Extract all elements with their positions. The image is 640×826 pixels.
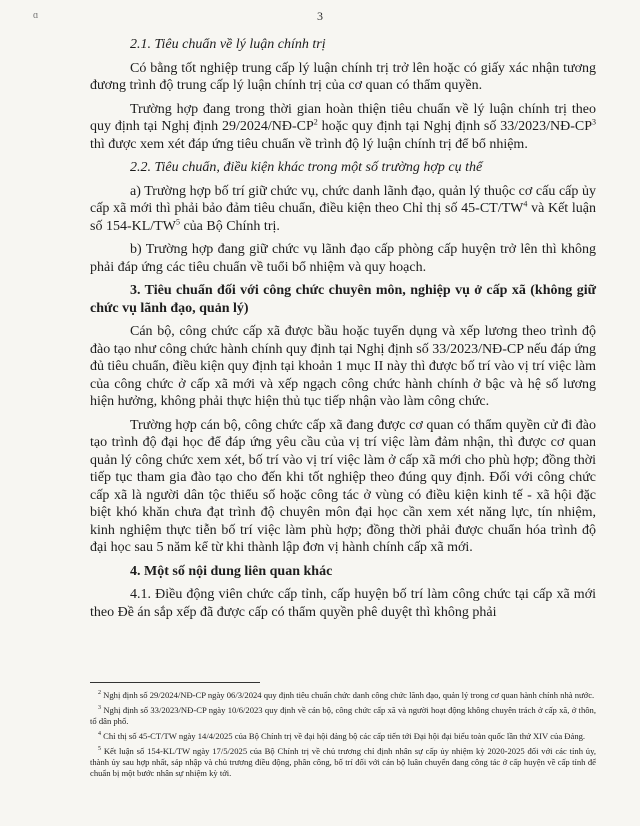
footnote-divider xyxy=(90,682,260,683)
footnote-ref-5[interactable]: 5 xyxy=(175,216,180,226)
footnote-text: Nghị định số 33/2023/NĐ-CP ngày 10/6/2023 quy định về cán bộ, công chức cấp xã và người hoạt động không chuyên trách ở cấp xã, ở thôn, tổ dân phố. xyxy=(90,705,596,726)
section-3-paragraph-1: Cán bộ, công chức cấp xã được bầu hoặc tuyển dụng và xếp lương theo trình độ đào tạo như công chức hành chính quy định tại Nghị định số 33/2023/NĐ-CP nếu đáp ứng đủ tiêu chuẩn, điều kiện quy định tại khoản 1 mục II này thì được bố trí vào vị trí việc làm của công chức ở cấp xã mới và xếp ngạch công chức hành chính ở bậc và hệ số lương hiện hưởng, không phải thực hiện thủ tục tiếp nhận vào làm công chức. xyxy=(90,324,596,409)
footnote-text: Kết luận số 154-KL/TW ngày 17/5/2025 của Bộ Chính trị về chủ trương chỉ định nhân sự cấp ủy nhiệm kỳ 2020-2025 đối với các tỉnh ủy, thành ủy sau hợp nhất, sáp nhập và chủ trương điều động, phân công, bố trí đối với cán bộ luân chuyển đang công tác ở cấp huyện về cấp tỉnh để chuẩn bị một bước nhân sự nhiệm kỳ tới. xyxy=(90,746,596,778)
footnote-text: Nghị định số 29/2024/NĐ-CP ngày 06/3/2024 quy định tiêu chuẩn chức danh công chức lãnh đạo, quản lý trong cơ quan hành chính nhà nước. xyxy=(101,690,595,700)
footnote-ref-3[interactable]: 3 xyxy=(592,117,597,127)
text-run: hoặc quy định tại Nghị định số 33/2023/NĐ-CP xyxy=(317,119,593,134)
footnote-3 xyxy=(90,705,596,727)
section-2-2-heading: 2.2. Tiêu chuẩn, điều kiện khác trong một số trường hợp cụ thể xyxy=(130,160,483,175)
footnote-2 xyxy=(90,690,596,701)
footnote-number: 2 xyxy=(98,690,101,697)
footnotes xyxy=(90,690,596,783)
text-run: của Bộ Chính trị. xyxy=(179,218,280,234)
footnote-5 xyxy=(90,746,596,779)
corner-mark: ɑ xyxy=(33,10,39,21)
footnote-number: 4 xyxy=(98,731,101,738)
text-run: a) Trường hợp bố trí giữ chức vụ, chức danh lãnh đạo, quản lý thuộc cơ cấu cấp ủy cấp xã mới thì phải bảo đảm tiêu chuẩn, điều kiện theo Chỉ thị số 45-CT/TW xyxy=(90,183,596,216)
text-run: thì được xem xét đáp ứng tiêu chuẩn về trình độ lý luận chính trị để bổ nhiệm. xyxy=(90,136,528,152)
footnote-4 xyxy=(90,731,596,742)
section-4-heading: 4. Một số nội dung liên quan khác xyxy=(130,563,333,579)
footnote-text: Chỉ thị số 45-CT/TW ngày 14/4/2025 của Bộ Chính trị về đại hội đảng bộ các cấp tiến tới Đại hội đại biểu toàn quốc lần thứ XIV của Đảng. xyxy=(101,731,586,741)
section-2-2-item-a xyxy=(90,183,596,236)
text-run: Trường hợp đang trong thời gian hoàn thiện tiêu chuẩn về lý luận chính trị theo quy định tại Nghị định 29/2024/NĐ-CP xyxy=(90,101,596,134)
body-content xyxy=(90,36,596,627)
page-number: 3 xyxy=(317,9,323,23)
footnote-ref-4[interactable]: 4 xyxy=(523,199,528,209)
section-3-heading: 3. Tiêu chuẩn đối với công chức chuyên môn, nghiệp vụ ở cấp xã (không giữ chức vụ lãnh đạo, quản lý) xyxy=(90,283,596,316)
footnote-number: 5 xyxy=(98,746,101,753)
section-3-paragraph-2: Trường hợp cán bộ, công chức cấp xã đang được cơ quan có thẩm quyền cử đi đào tạo trình độ đại học để đáp ứng yêu cầu của vị trí việc làm đảm nhận, thì được cơ quan quản lý công chức xem xét, bố trí vào vị trí việc làm ở cấp xã mới cho phù hợp; đồng thời tiếp tục tham gia đào tạo cho đến khi tốt nghiệp theo đúng quy định. Đối với công chức cấp xã là người dân tộc thiểu số hoặc công tác ở vùng có điều kiện kinh tế - xã hội đặc biệt khó khăn chưa đạt trình độ chuyên môn đại học cần xem xét năng lực, tín nhiệm, kinh nghiệm thực tiễn bố trí việc làm phù hợp; đồng thời phải được chuẩn hóa trình độ đại học sau 5 năm kể từ khi thành lập đơn vị hành chính cấp xã mới. xyxy=(90,417,596,555)
footnote-number: 3 xyxy=(98,705,101,712)
section-4-1-paragraph: 4.1. Điều động viên chức cấp tỉnh, cấp huyện bố trí làm công chức tại cấp xã mới theo Đề án sắp xếp đã được cấp có thẩm quyền phê duyệt thì không phải xyxy=(90,587,596,620)
section-2-1-paragraph-2 xyxy=(90,101,596,154)
section-2-1-heading: 2.1. Tiêu chuẩn về lý luận chính trị xyxy=(130,37,326,52)
section-2-2-item-b: b) Trường hợp đang giữ chức vụ lãnh đạo cấp phòng cấp huyện trở lên thì không phải đáp ứng các tiêu chuẩn về tuổi bổ nhiệm và quy hoạch. xyxy=(90,242,596,275)
text-run: và Kết luận số 154-KL/TW xyxy=(90,201,596,234)
footnote-ref-2[interactable]: 2 xyxy=(313,117,318,127)
section-2-1-paragraph-1: Có bằng tốt nghiệp trung cấp lý luận chính trị trở lên hoặc có giấy xác nhận tương đương trình độ trung cấp lý luận chính trị của cơ quan có thẩm quyền. xyxy=(90,60,596,93)
